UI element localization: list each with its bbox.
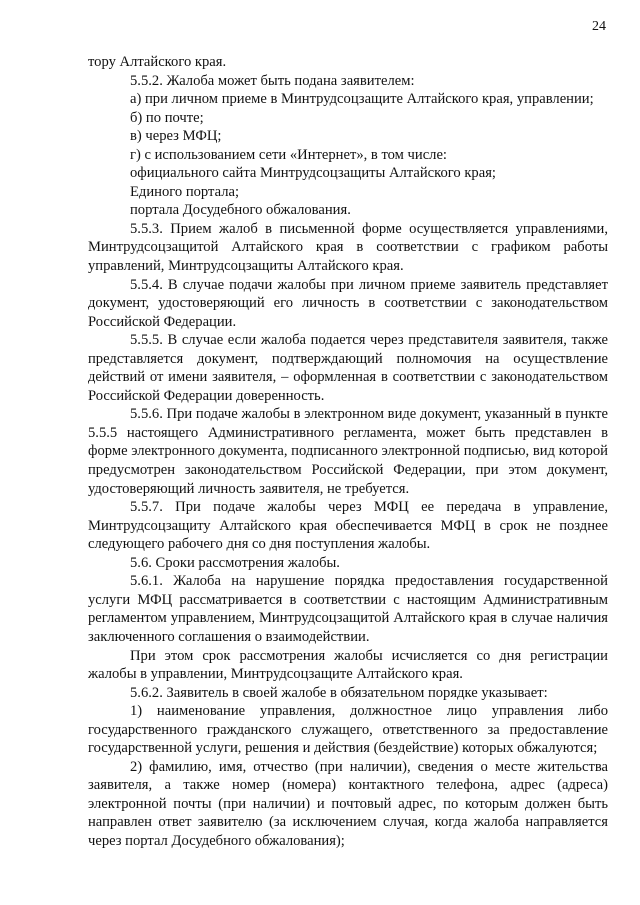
paragraph: 5.5.4. В случае подачи жалобы при личном приеме заявитель представляет документ, удостоверяющий его личность в соответствии с законодательством Российской Федерации. (88, 276, 608, 330)
document-body (88, 53, 608, 851)
paragraph: б) по почте; (130, 109, 204, 126)
paragraph: 2) фамилию, имя, отчество (при наличии), сведения о месте жительства заявителя, а также номер (номера) контактного телефона, адрес (адреса) электронной почты (при наличии) и почтовый адрес, по которым должен быть направлен ответ заявителю (за исключением случая, когда жалоба направляется через портал Досудебного обжалования); (88, 758, 608, 849)
paragraph: в) через МФЦ; (130, 128, 222, 145)
paragraph: г) с использованием сети «Интернет», в том числе: (130, 146, 447, 163)
page-number: 24 (592, 19, 606, 34)
paragraph: портала Досудебного обжалования. (130, 202, 351, 219)
paragraph: Единого портала; (130, 183, 240, 200)
paragraph: 5.5.2. Жалоба может быть подана заявителем: (130, 72, 415, 89)
paragraph: 1) наименование управления, должностное лицо управления либо государственного гражданского служащего, ответственного за предоставление государственной услуги, решения и действия (бездействие) которых обжалуются; (88, 703, 608, 757)
paragraph: 5.6.1. Жалоба на нарушение порядка предоставления государственной услуги МФЦ рассматривается в соответствии с настоящим Административным регламентом управлением, Минтрудсоцзащитой Алтайского края в случае наличия заключенного соглашения о взаимодействии. (88, 573, 608, 645)
paragraph: При этом срок рассмотрения жалобы исчисляется со дня регистрации жалобы в управлении, Минтрудсоцзащите Алтайского края. (88, 647, 608, 683)
paragraph: 5.5.6. При подаче жалобы в электронном виде документ, указанный в пункте 5.5.5 настоящего Административного регламента, может быть представлен в форме электронного документа, подписанного электронной подписью, вид которой предусмотрен законодательством Российской Федерации, при этом документ, удостоверяющий личность заявителя, не требуется. (88, 406, 608, 497)
paragraph: а) при личном приеме в Минтрудсоцзащите Алтайского края, управлении; (130, 91, 594, 108)
paragraph: 5.5.5. В случае если жалоба подается через представителя заявителя, также представляется документ, подтверждающий полномочия на осуществление действий от имени заявителя, – оформленная в соответствии с законодательством Российской Федерации доверенность. (88, 332, 608, 404)
paragraph: 5.6. Сроки рассмотрения жалобы. (130, 554, 340, 571)
paragraph: официального сайта Минтрудсоцзащиты Алтайского края; (130, 165, 496, 182)
paragraph: 5.5.3. Прием жалоб в письменной форме осуществляется управлениями, Минтрудсоцзащитой Алтайского края в соответствии с графиком работы управлений, Минтрудсоцзащиты Алтайского края. (88, 220, 608, 275)
paragraph: тору Алтайского края. (88, 54, 227, 70)
paragraph: 5.5.7. При подаче жалобы через МФЦ ее передача в управление, Минтрудсоцзащиту Алтайского края обеспечивается МФЦ в срок не позднее следующего рабочего дня со дня поступления жалобы. (88, 499, 608, 553)
paragraph: 5.6.2. Заявитель в своей жалобе в обязательном порядке указывает: (130, 684, 548, 701)
